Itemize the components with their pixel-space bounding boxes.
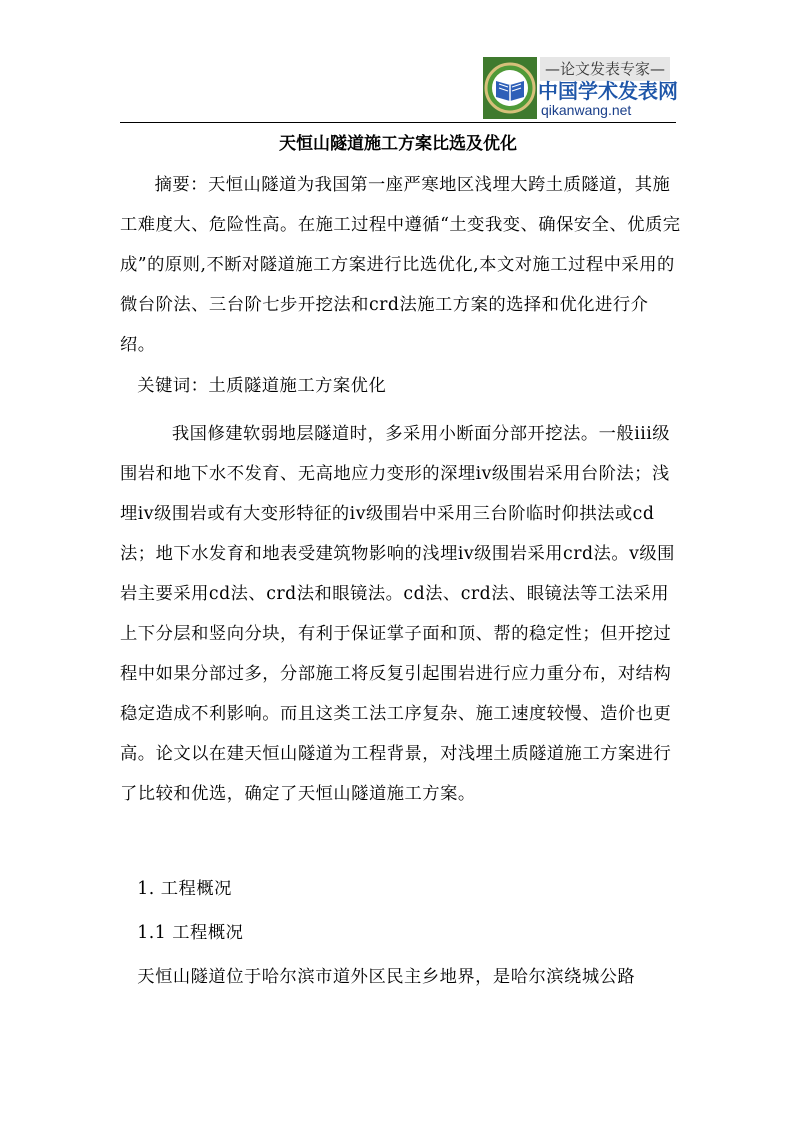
publisher-logo[interactable] bbox=[483, 57, 678, 119]
intro-paragraph: 我国修建软弱地层隧道时，多采用小断面分部开挖法。一般iii级围岩和地下水不发育、无高地应力变形的深埋iv级围岩采用台阶法；浅埋iv级围岩或有大变形特征的iv级围岩中采用三台阶临时仰拱法或cd法；地下水发育和地表受建筑物影响的浅埋iv级围岩采用crd法。v级围岩主要采用cd法、crd法和眼镜法。cd法、crd法、眼镜法等工法采用上下分层和竖向分块，有利于保证掌子面和顶、帮的稳定性；但开挖过程中如果分部过多，分部施工将反复引起围岩进行应力重分布，对结构稳定造成不利影响。而且这类工法工序复杂、施工速度较慢、造价也更高。论文以在建天恒山隧道为工程背景，对浅埋土质隧道施工方案进行了比较和优选，确定了天恒山隧道施工方案。 bbox=[120, 424, 675, 804]
section-heading-1: 1. 工程概况 bbox=[137, 879, 232, 899]
header-divider bbox=[120, 122, 676, 123]
document-title: 天恒山隧道施工方案比选及优化 bbox=[279, 134, 517, 154]
section-1-1-paragraph: 天恒山隧道位于哈尔滨市道外区民主乡地界，是哈尔滨绕城公路 bbox=[137, 967, 636, 987]
keywords-line: 关键词：土质隧道施工方案优化 bbox=[137, 376, 387, 396]
logo-url: qikanwang.net bbox=[541, 102, 632, 118]
section-heading-1-1: 1.1 工程概况 bbox=[137, 923, 244, 943]
logo-tagline: —论文发表专家— bbox=[540, 57, 670, 81]
abstract-paragraph: 摘要：天恒山隧道为我国第一座严寒地区浅埋大跨土质隧道，其施工难度大、危险性高。在施工过程中遵循“土变我变、确保安全、优质完成”的原则,不断对隧道施工方案进行比选优化,本文对施工过程中采用的微台阶法、三台阶七步开挖法和crd法施工方案的选择和优化进行介绍。 bbox=[120, 175, 681, 355]
logo-name: 中国学术发表网 bbox=[538, 79, 678, 103]
book-emblem-icon bbox=[483, 57, 537, 119]
